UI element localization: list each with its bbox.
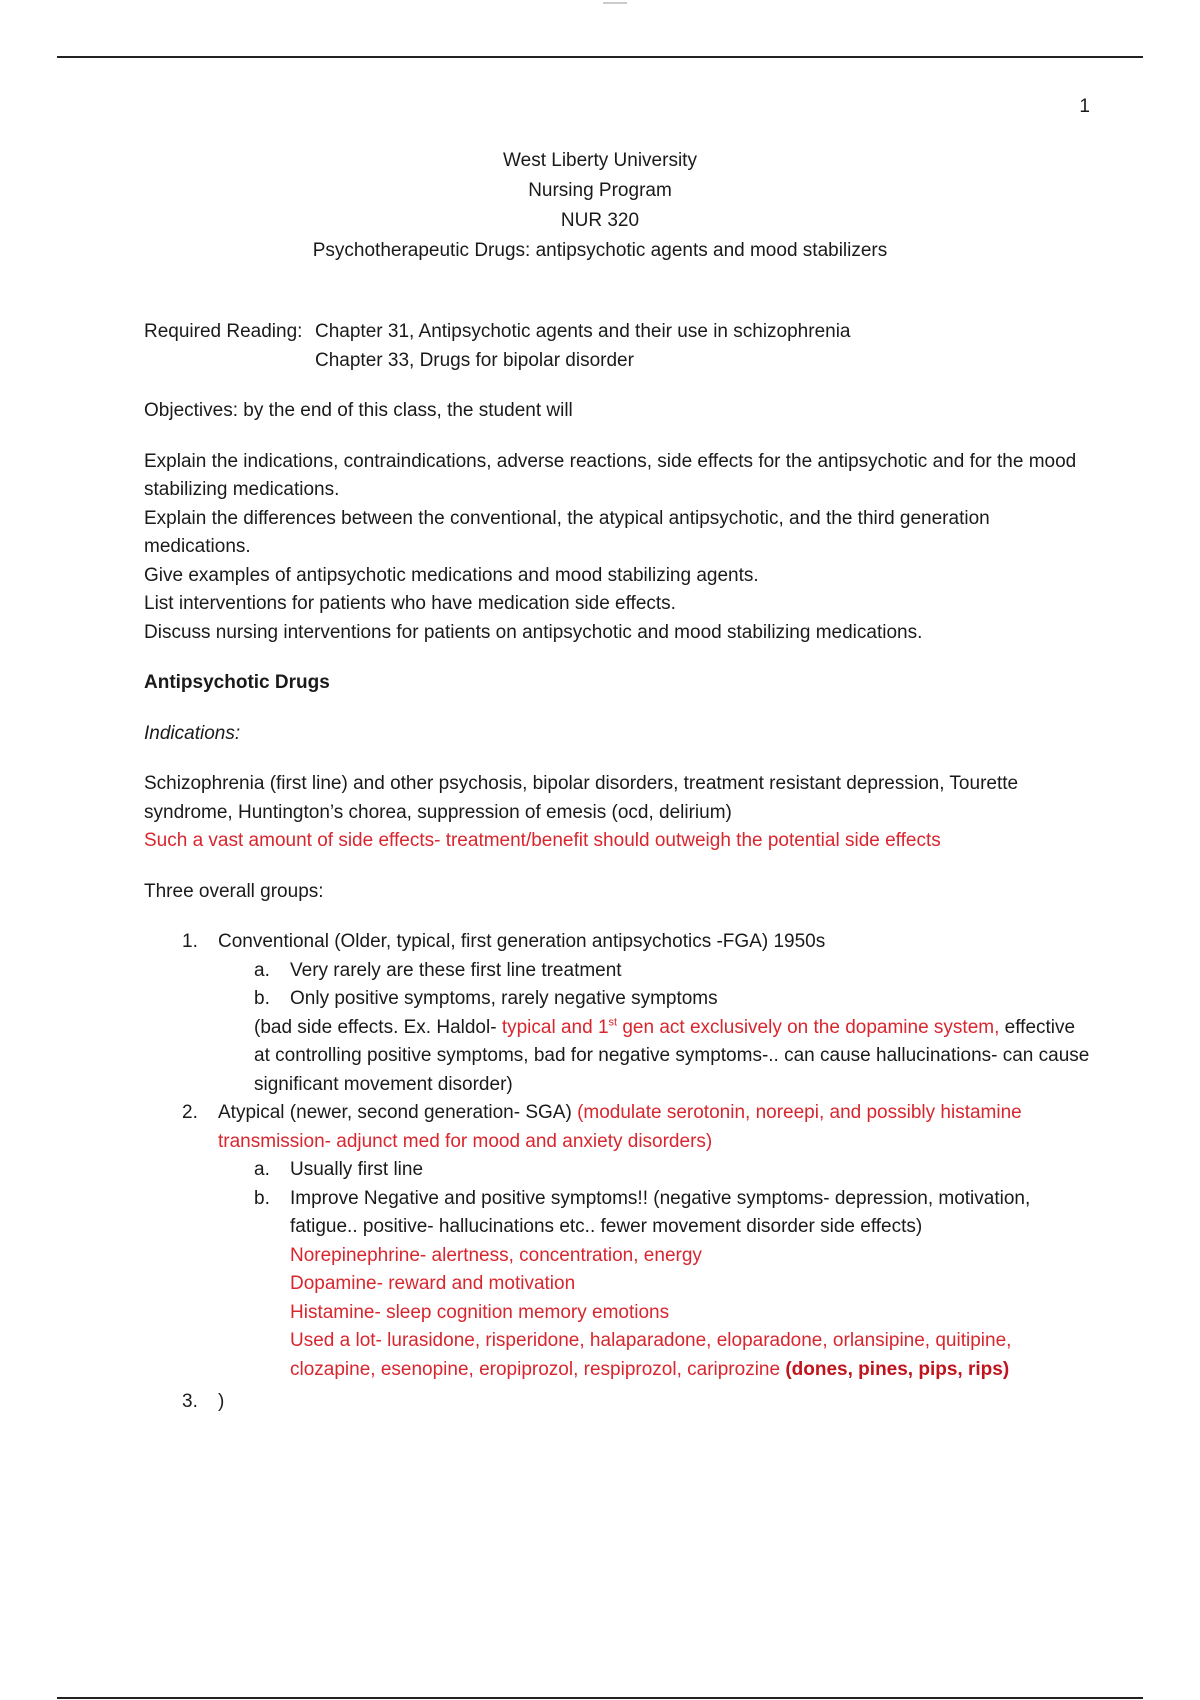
objective-item: Discuss nursing interventions for patients on antipsychotic and mood stabilizing medications.: [144, 621, 923, 643]
list-item-text: Improve Negative and positive symptoms!! (negative symptoms- depression, motivation, fatigue.. positive- hallucinations etc.. fewer movement disorder side effects): [290, 1187, 1031, 1237]
objective-item: Explain the differences between the conventional, the atypical antipsychotic, and the third generation medications.: [144, 507, 990, 557]
objectives-list: [144, 448, 1094, 648]
list-number: 3.: [182, 1391, 198, 1412]
list-item: [144, 957, 1094, 986]
list-letter: a.: [254, 959, 270, 981]
neurotransmitter-note: Histamine- sleep cognition memory emotions: [290, 1301, 670, 1323]
list-item: [144, 985, 1094, 1014]
reading-chapter-31: Chapter 31, Antipsychotic agents and their use in schizophrenia: [315, 321, 851, 342]
list-number: 2.: [182, 1102, 198, 1123]
section-title: Antipsychotic Drugs: [144, 672, 330, 693]
objectives-intro: Objectives: by the end of this class, the student will: [144, 400, 573, 421]
program-name: Nursing Program: [528, 180, 672, 201]
note-text: effective at controlling positive symptoms, bad for negative symptoms-.. can cause hallucinations- can cause significant movement disorder): [254, 1016, 1090, 1095]
drug-list: Used a lot- lurasidone, risperidone, halaparadone, eloparadone, orlansipine, quitipine, clozapine, esenopine, eropiprozol, respiprozol, cariprozine: [290, 1330, 1012, 1380]
document-body: [144, 318, 1094, 1417]
objective-item: Explain the indications, contraindications, adverse reactions, side effects for the antipsychotic and for the mood stabilizing medications.: [144, 450, 1077, 500]
group-title: ): [218, 1391, 225, 1412]
conventional-note: [144, 1014, 1094, 1100]
group-title-note: (modulate serotonin, noreepi, and possibly histamine transmission- adjunct med for mood and anxiety disorders): [218, 1102, 1022, 1152]
group-atypical: [144, 1099, 1094, 1156]
group-title: Conventional (Older, typical, first generation antipsychotics -FGA) 1950s: [218, 931, 826, 952]
indications-note: Such a vast amount of side effects- treatment/benefit should outweigh the potential side effects: [144, 830, 941, 851]
document-header: [0, 146, 1200, 266]
group-title: Atypical (newer, second generation- SGA): [218, 1102, 578, 1123]
required-reading-label: Required Reading:: [144, 321, 303, 342]
list-letter: a.: [254, 1159, 270, 1180]
list-item-text: Usually first line: [290, 1159, 424, 1180]
list-item-text: Only positive symptoms, rarely negative symptoms: [290, 988, 718, 1009]
list-item: [144, 1185, 1094, 1242]
required-reading: [144, 318, 1094, 375]
university-name: West Liberty University: [503, 150, 697, 171]
top-mark: [603, 0, 627, 4]
list-letter: b.: [254, 1187, 270, 1209]
neurotransmitter-note: Dopamine- reward and motivation: [290, 1273, 576, 1294]
header-rule: [57, 56, 1143, 58]
group-conventional: [144, 928, 1094, 957]
indications-text: Schizophrenia (first line) and other psychosis, bipolar disorders, treatment resistant depression, Tourette syndrome, Huntington’s chorea, suppression of emesis (ocd, delirium): [144, 773, 1019, 823]
reading-chapter-33: Chapter 33, Drugs for bipolar disorder: [315, 349, 634, 371]
list-number: 1.: [182, 931, 198, 952]
list-item: [144, 1156, 1094, 1185]
drug-mnemonic: (dones, pines, pips, rips): [785, 1358, 1010, 1380]
list-item-text: Very rarely are these first line treatment: [290, 959, 622, 981]
objective-item: Give examples of antipsychotic medications and mood stabilizing agents.: [144, 564, 759, 586]
page-number: 1: [1079, 96, 1090, 117]
note-text: (bad side effects. Ex. Haldol-: [254, 1016, 502, 1038]
indications-label: Indications:: [144, 722, 241, 744]
groups-list: [144, 928, 1094, 1417]
note-superscript: st: [608, 1016, 618, 1029]
drug-examples: [144, 1327, 1094, 1384]
group-third: [144, 1388, 1094, 1417]
note-highlight: gen act exclusively on the dopamine system,: [617, 1016, 1000, 1038]
lecture-title: Psychotherapeutic Drugs: antipsychotic agents and mood stabilizers: [312, 240, 888, 261]
groups-label: Three overall groups:: [144, 880, 324, 902]
note-highlight: typical and 1: [501, 1016, 609, 1038]
list-letter: b.: [254, 988, 270, 1009]
footer-rule: [57, 1697, 1143, 1699]
neurotransmitter-note: Norepinephrine- alertness, concentration, energy: [290, 1244, 702, 1266]
objective-item: List interventions for patients who have medication side effects.: [144, 593, 676, 614]
course-code: NUR 320: [560, 210, 640, 231]
